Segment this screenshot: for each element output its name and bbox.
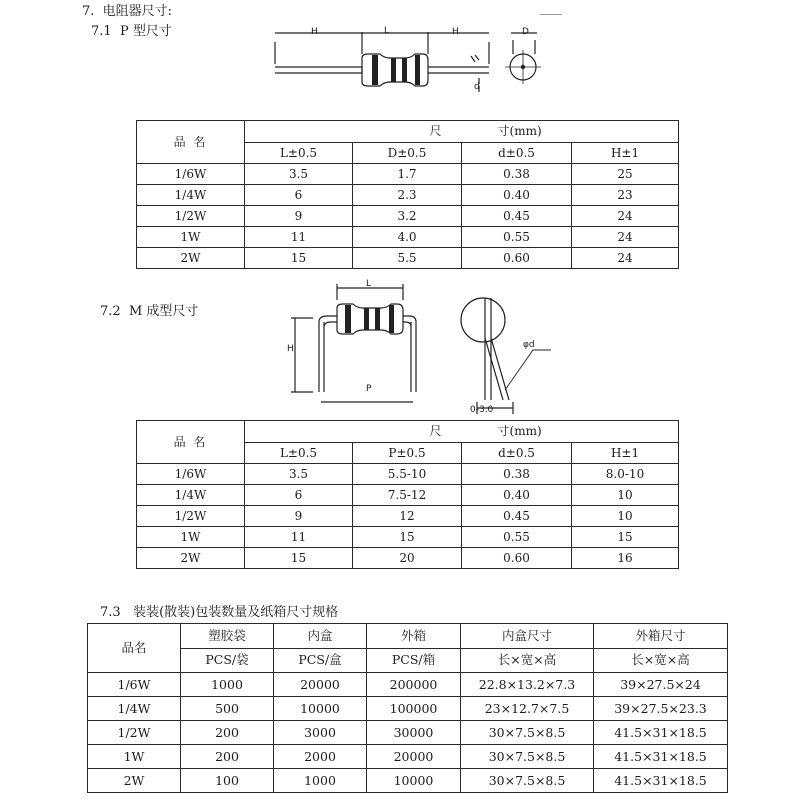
dimension-header-part-2: 寸(mm) [462,121,679,143]
table-cell: 3.5 [245,164,353,185]
product-name-header: 品 名 [137,421,245,464]
column-subheader: 长×宽×高 [461,648,594,673]
packaging-title: 装装(散装)包装数量及纸箱尺寸规格 [133,605,339,620]
table-cell: 200 [181,721,274,745]
table-cell: 20 [353,548,462,569]
table-cell: 23 [572,185,679,206]
table-cell: 6 [245,185,353,206]
table-cell: 25 [572,164,679,185]
table-cell: 24 [572,206,679,227]
m-dim-l: L [366,279,372,289]
m-dim-spacing: 0-3.0 [470,405,494,415]
table-cell: 10 [572,506,679,527]
table-row [88,673,728,697]
table-cell: 6 [245,485,353,506]
product-name-header: 品 名 [137,121,245,164]
column-subheader: PCS/袋 [181,648,274,673]
m-type-diagram-end [455,290,565,420]
row-name: 1/2W [88,721,181,745]
table-cell: 7.5-12 [353,485,462,506]
column-header: H±1 [572,142,679,164]
table-row [137,548,679,569]
table-cell: 41.5×31×18.5 [594,769,728,793]
row-name: 1/6W [137,464,245,485]
table-cell: 11 [245,527,353,548]
p-dim-h-right: H [452,27,459,37]
table-cell: 20000 [367,745,461,769]
row-name: 1/4W [137,185,245,206]
table-cell: 3000 [274,721,367,745]
table-cell: 24 [572,248,679,269]
packaging-number: 7.3 [100,605,121,620]
packaging-table [87,623,728,793]
table-row [137,485,679,506]
table-cell: 0.40 [462,185,572,206]
column-header: H±1 [572,442,679,464]
row-name: 1/6W [137,164,245,185]
table-cell: 5.5 [353,248,462,269]
table-row [137,464,679,485]
p-dim-h-left: H [311,27,318,37]
dimension-header-part-2: 寸(mm) [462,421,679,443]
row-name: 1/4W [88,697,181,721]
table-cell: 30×7.5×8.5 [461,745,594,769]
column-header: 外箱尺寸 [594,624,728,649]
table-cell: 15 [245,248,353,269]
dimension-header-part-1: 尺 [245,121,462,143]
table-row [88,697,728,721]
table-row [88,721,728,745]
row-name: 2W [137,248,245,269]
table-cell: 500 [181,697,274,721]
p-type-number: 7.1 [91,24,112,39]
p-dim-l: L [384,26,390,36]
table-cell: 41.5×31×18.5 [594,745,728,769]
m-type-number: 7.2 [100,304,121,319]
table-cell: 0.60 [462,248,572,269]
table-cell: 24 [572,227,679,248]
table-row [88,769,728,793]
table-row [137,164,679,185]
section-heading [82,0,172,19]
table-row [137,227,679,248]
table-row [88,745,728,769]
table-cell: 8.0-10 [572,464,679,485]
table-cell: 0.45 [462,206,572,227]
table-cell: 0.55 [462,227,572,248]
table-cell: 200000 [367,673,461,697]
table-cell: 15 [245,548,353,569]
table-cell: 200 [181,745,274,769]
section-number: 7. [82,4,95,19]
product-name-header: 品名 [88,624,181,673]
table-cell: 20000 [274,673,367,697]
column-header: d±0.5 [462,442,572,464]
column-header: P±0.5 [353,442,462,464]
m-dim-h: H [287,344,294,354]
table-cell: 2000 [274,745,367,769]
p-dim-lead-d: d [474,82,480,92]
row-name: 1/6W [88,673,181,697]
table-cell: 10000 [367,769,461,793]
table-cell: 0.55 [462,527,572,548]
table-row [137,527,679,548]
table-cell: 23×12.7×7.5 [461,697,594,721]
column-subheader: 长×宽×高 [594,648,728,673]
row-name: 1/4W [137,485,245,506]
table-cell: 0.40 [462,485,572,506]
column-header: L±0.5 [245,142,353,164]
table-cell: 15 [353,527,462,548]
p-type-diagram [265,20,555,100]
row-name: 1W [88,745,181,769]
column-header: 内盒尺寸 [461,624,594,649]
table-cell: 39×27.5×23.3 [594,697,728,721]
table-cell: 30000 [367,721,461,745]
table-cell: 4.0 [353,227,462,248]
table-cell: 1.7 [353,164,462,185]
table-cell: 0.45 [462,506,572,527]
table-header-row [88,624,728,649]
column-header: 内盒 [274,624,367,649]
column-header: L±0.5 [245,442,353,464]
table-row [137,185,679,206]
table-cell: 10 [572,485,679,506]
row-name: 2W [88,769,181,793]
table-cell: 0.38 [462,464,572,485]
row-name: 1/2W [137,206,245,227]
table-cell: 30×7.5×8.5 [461,769,594,793]
table-header-row [137,421,679,443]
packaging-heading [100,601,338,620]
table-header-row [137,121,679,143]
m-type-title: M 成型尺寸 [128,304,199,319]
row-name: 1W [137,527,245,548]
row-name: 1/2W [137,506,245,527]
table-cell: 0.60 [462,548,572,569]
column-header: 外箱 [367,624,461,649]
m-dim-p: P [366,384,372,394]
p-type-heading [91,20,172,39]
table-cell: 16 [572,548,679,569]
table-cell: 1000 [274,769,367,793]
table-row [137,506,679,527]
column-header: d±0.5 [462,142,572,164]
table-row [137,248,679,269]
row-name: 1W [137,227,245,248]
column-header: 塑胶袋 [181,624,274,649]
table-cell: 100 [181,769,274,793]
table-cell: 100000 [367,697,461,721]
table-cell: 41.5×31×18.5 [594,721,728,745]
p-type-table [136,120,679,269]
table-cell: 10000 [274,697,367,721]
column-header: D±0.5 [353,142,462,164]
table-cell: 30×7.5×8.5 [461,721,594,745]
table-cell: 11 [245,227,353,248]
dimension-header-part-1: 尺 [245,421,462,443]
table-cell: 3.2 [353,206,462,227]
table-cell: 15 [572,527,679,548]
table-cell: 1000 [181,673,274,697]
section-title: 电阻器尺寸: [102,4,173,19]
m-type-heading [100,300,198,319]
table-cell: 9 [245,206,353,227]
column-subheader: PCS/盒 [274,648,367,673]
scan-mark [540,14,562,15]
table-row [137,206,679,227]
table-subheader-row [88,648,728,673]
p-dim-d: D [522,27,529,37]
m-type-table [136,420,679,569]
table-cell: 9 [245,506,353,527]
table-cell: 39×27.5×24 [594,673,728,697]
m-dim-phi-d: φd [523,340,535,350]
table-cell: 3.5 [245,464,353,485]
table-cell: 0.38 [462,164,572,185]
table-cell: 22.8×13.2×7.3 [461,673,594,697]
table-cell: 12 [353,506,462,527]
table-cell: 5.5-10 [353,464,462,485]
row-name: 2W [137,548,245,569]
m-type-diagram-side [285,280,425,410]
table-cell: 2.3 [353,185,462,206]
p-type-title: P 型尺寸 [119,24,172,39]
column-subheader: PCS/箱 [367,648,461,673]
